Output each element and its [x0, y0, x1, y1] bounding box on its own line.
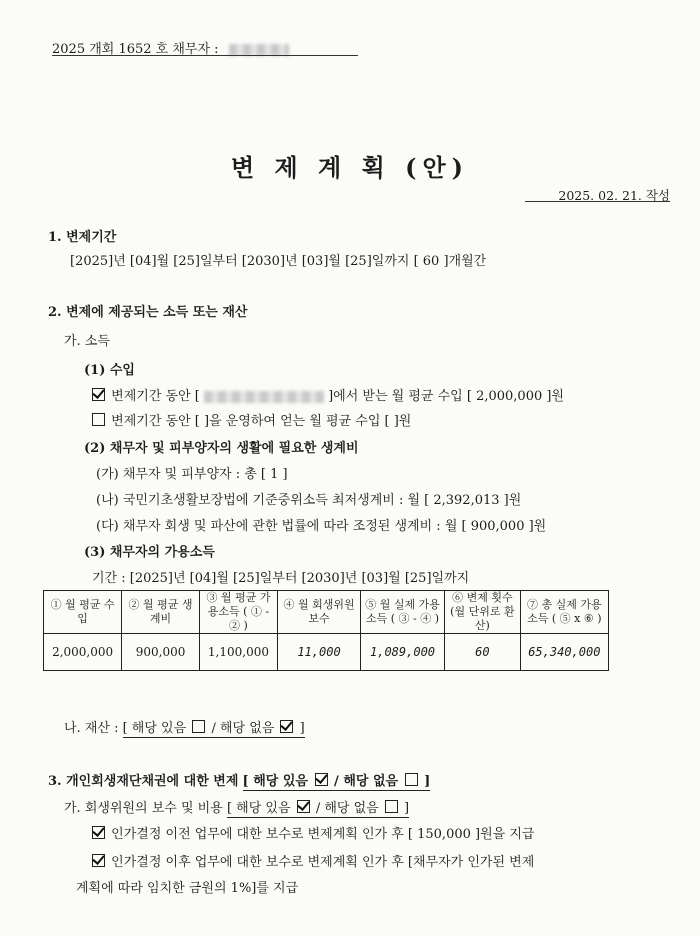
- trustee-no-checkbox[interactable]: [385, 800, 398, 813]
- s3-close-bracket: ]: [424, 774, 431, 789]
- table-cell: 60: [445, 634, 521, 671]
- table-cell: 1,089,000: [360, 634, 444, 671]
- document-title: 변 제 계 획 (안): [230, 153, 470, 182]
- fee-before-text: 인가결정 이전 업무에 대한 보수로 변제계획 인가 후 [ 150,000 ]원을 지급: [111, 827, 535, 842]
- salary-label-post: ]에서 받는 월 평균 수입 [ 2,000,000 ]원: [328, 389, 564, 404]
- table-row: [44, 634, 609, 671]
- table-header-cell: ② 월 평균 생계비: [122, 591, 200, 634]
- s3-no-checkbox[interactable]: [405, 773, 418, 786]
- fee-after-checkbox[interactable]: [92, 854, 105, 867]
- property-no-checkbox[interactable]: [280, 720, 293, 733]
- trustee-yes-checkbox[interactable]: [297, 800, 310, 813]
- disposable-income-period: 기간 : [2025]년 [04]월 [25]일부터 [2030]년 [03]월 [25]일까지: [92, 571, 470, 586]
- table-cell: 1,100,000: [199, 634, 277, 671]
- trustee-fee-row: [64, 797, 409, 816]
- adjusted-living-cost-line: (다) 채무자 회생 및 파산에 관한 법률에 따라 조정된 생계비 : 월 [ 900,000 ]원: [96, 519, 547, 534]
- trustee-fee-heading: 가. 회생위원의 보수 및 비용: [64, 801, 223, 816]
- disposable-income-heading: (3) 채무자의 가용소득: [84, 545, 215, 560]
- business-checkbox[interactable]: [92, 413, 105, 426]
- case-header-text: 2025 개회 1652 호 채무자 :: [52, 42, 219, 57]
- dependents-line: (가) 채무자 및 피부양자 : 총 [ 1 ]: [96, 467, 288, 482]
- property-yes-label: [ 해당 있음: [122, 721, 187, 736]
- salary-label-pre: 변제기간 동안 [: [111, 389, 200, 404]
- table-cell: 900,000: [122, 634, 200, 671]
- trustee-no-label: / 해당 없음: [315, 801, 379, 816]
- fee-before-approval-row: [90, 823, 534, 842]
- business-label: 변제기간 동안 [ ]을 운영하여 얻는 월 평균 수입 [ ]원: [111, 414, 412, 429]
- trustee-close-bracket: ]: [403, 801, 410, 816]
- income-item-1: (1) 수입: [84, 363, 135, 378]
- s3-no-label: / 해당 없음: [334, 774, 399, 789]
- living-cost-heading: (2) 채무자 및 피부양자의 생활에 필요한 생계비: [84, 441, 359, 456]
- fee-before-checkbox[interactable]: [92, 826, 105, 839]
- fee-after-approval-row: [90, 851, 534, 870]
- repayment-period: [2025]년 [04]월 [25]일부터 [2030]년 [03]월 [25]일까지 [ 60 ]개월간: [70, 254, 487, 269]
- property-close-bracket: ]: [299, 721, 305, 736]
- section-3-heading: 3. 개인회생재단채권에 대한 변제: [48, 774, 239, 789]
- trustee-fee-options: [227, 801, 409, 818]
- fee-after-text-continued: 계획에 따라 임치한 금원의 1%]를 지급: [76, 881, 299, 896]
- table-cell: 2,000,000: [44, 634, 122, 671]
- income-salary-row: [90, 385, 564, 404]
- property-label: 나. 재산 :: [64, 721, 119, 736]
- section-3-row: [48, 770, 430, 789]
- table-header-cell: ⑤ 월 실제 가용소득 ( ③ - ④ ): [360, 591, 444, 634]
- section-2-heading: 2. 변제에 제공되는 소득 또는 재산: [48, 305, 248, 320]
- section-1-heading: 1. 변제기간: [48, 230, 117, 245]
- table-header-cell: ③ 월 평균 가용소득 ( ① - ② ): [199, 591, 277, 634]
- section-3-options: [243, 774, 431, 791]
- table-cell: 65,340,000: [520, 634, 608, 671]
- date-underline: [525, 201, 670, 202]
- table-header-cell: ④ 월 회생위원 보수: [278, 591, 361, 634]
- income-subheading: 가. 소득: [64, 334, 110, 349]
- redacted-name: [229, 44, 289, 56]
- table-header-cell: ⑥ 변제 횟수 (월 단위로 환산): [445, 591, 521, 634]
- min-living-cost-line: (나) 국민기초생활보장법에 기준중위소득 최저생계비 : 월 [ 2,392,013 ]원: [96, 493, 522, 508]
- table-header-cell: ① 월 평균 수입: [44, 591, 122, 634]
- salary-checkbox[interactable]: [92, 388, 105, 401]
- fee-after-text: 인가결정 이후 업무에 대한 보수로 변제계획 인가 후 [채무자가 인가된 변제: [111, 855, 535, 870]
- s3-yes-checkbox[interactable]: [315, 773, 328, 786]
- redacted-employer: [204, 391, 324, 403]
- disposable-income-table: [43, 590, 609, 671]
- trustee-yes-label: [ 해당 있음: [226, 801, 291, 816]
- property-yes-checkbox[interactable]: [192, 720, 205, 733]
- s3-yes-label: [ 해당 있음: [242, 774, 308, 789]
- income-business-row: [90, 410, 411, 429]
- property-no-label: / 해당 없음: [211, 721, 275, 736]
- property-row: [64, 717, 305, 736]
- table-cell: 11,000: [278, 634, 361, 671]
- property-options: [123, 721, 305, 738]
- document-date: 2025. 02. 21. 작성: [558, 188, 670, 203]
- table-header-row: [44, 591, 609, 634]
- table-header-cell: ⑦ 총 실제 가용소득 ( ⑤ x ⑥ ): [520, 591, 608, 634]
- header-underline: [52, 55, 358, 56]
